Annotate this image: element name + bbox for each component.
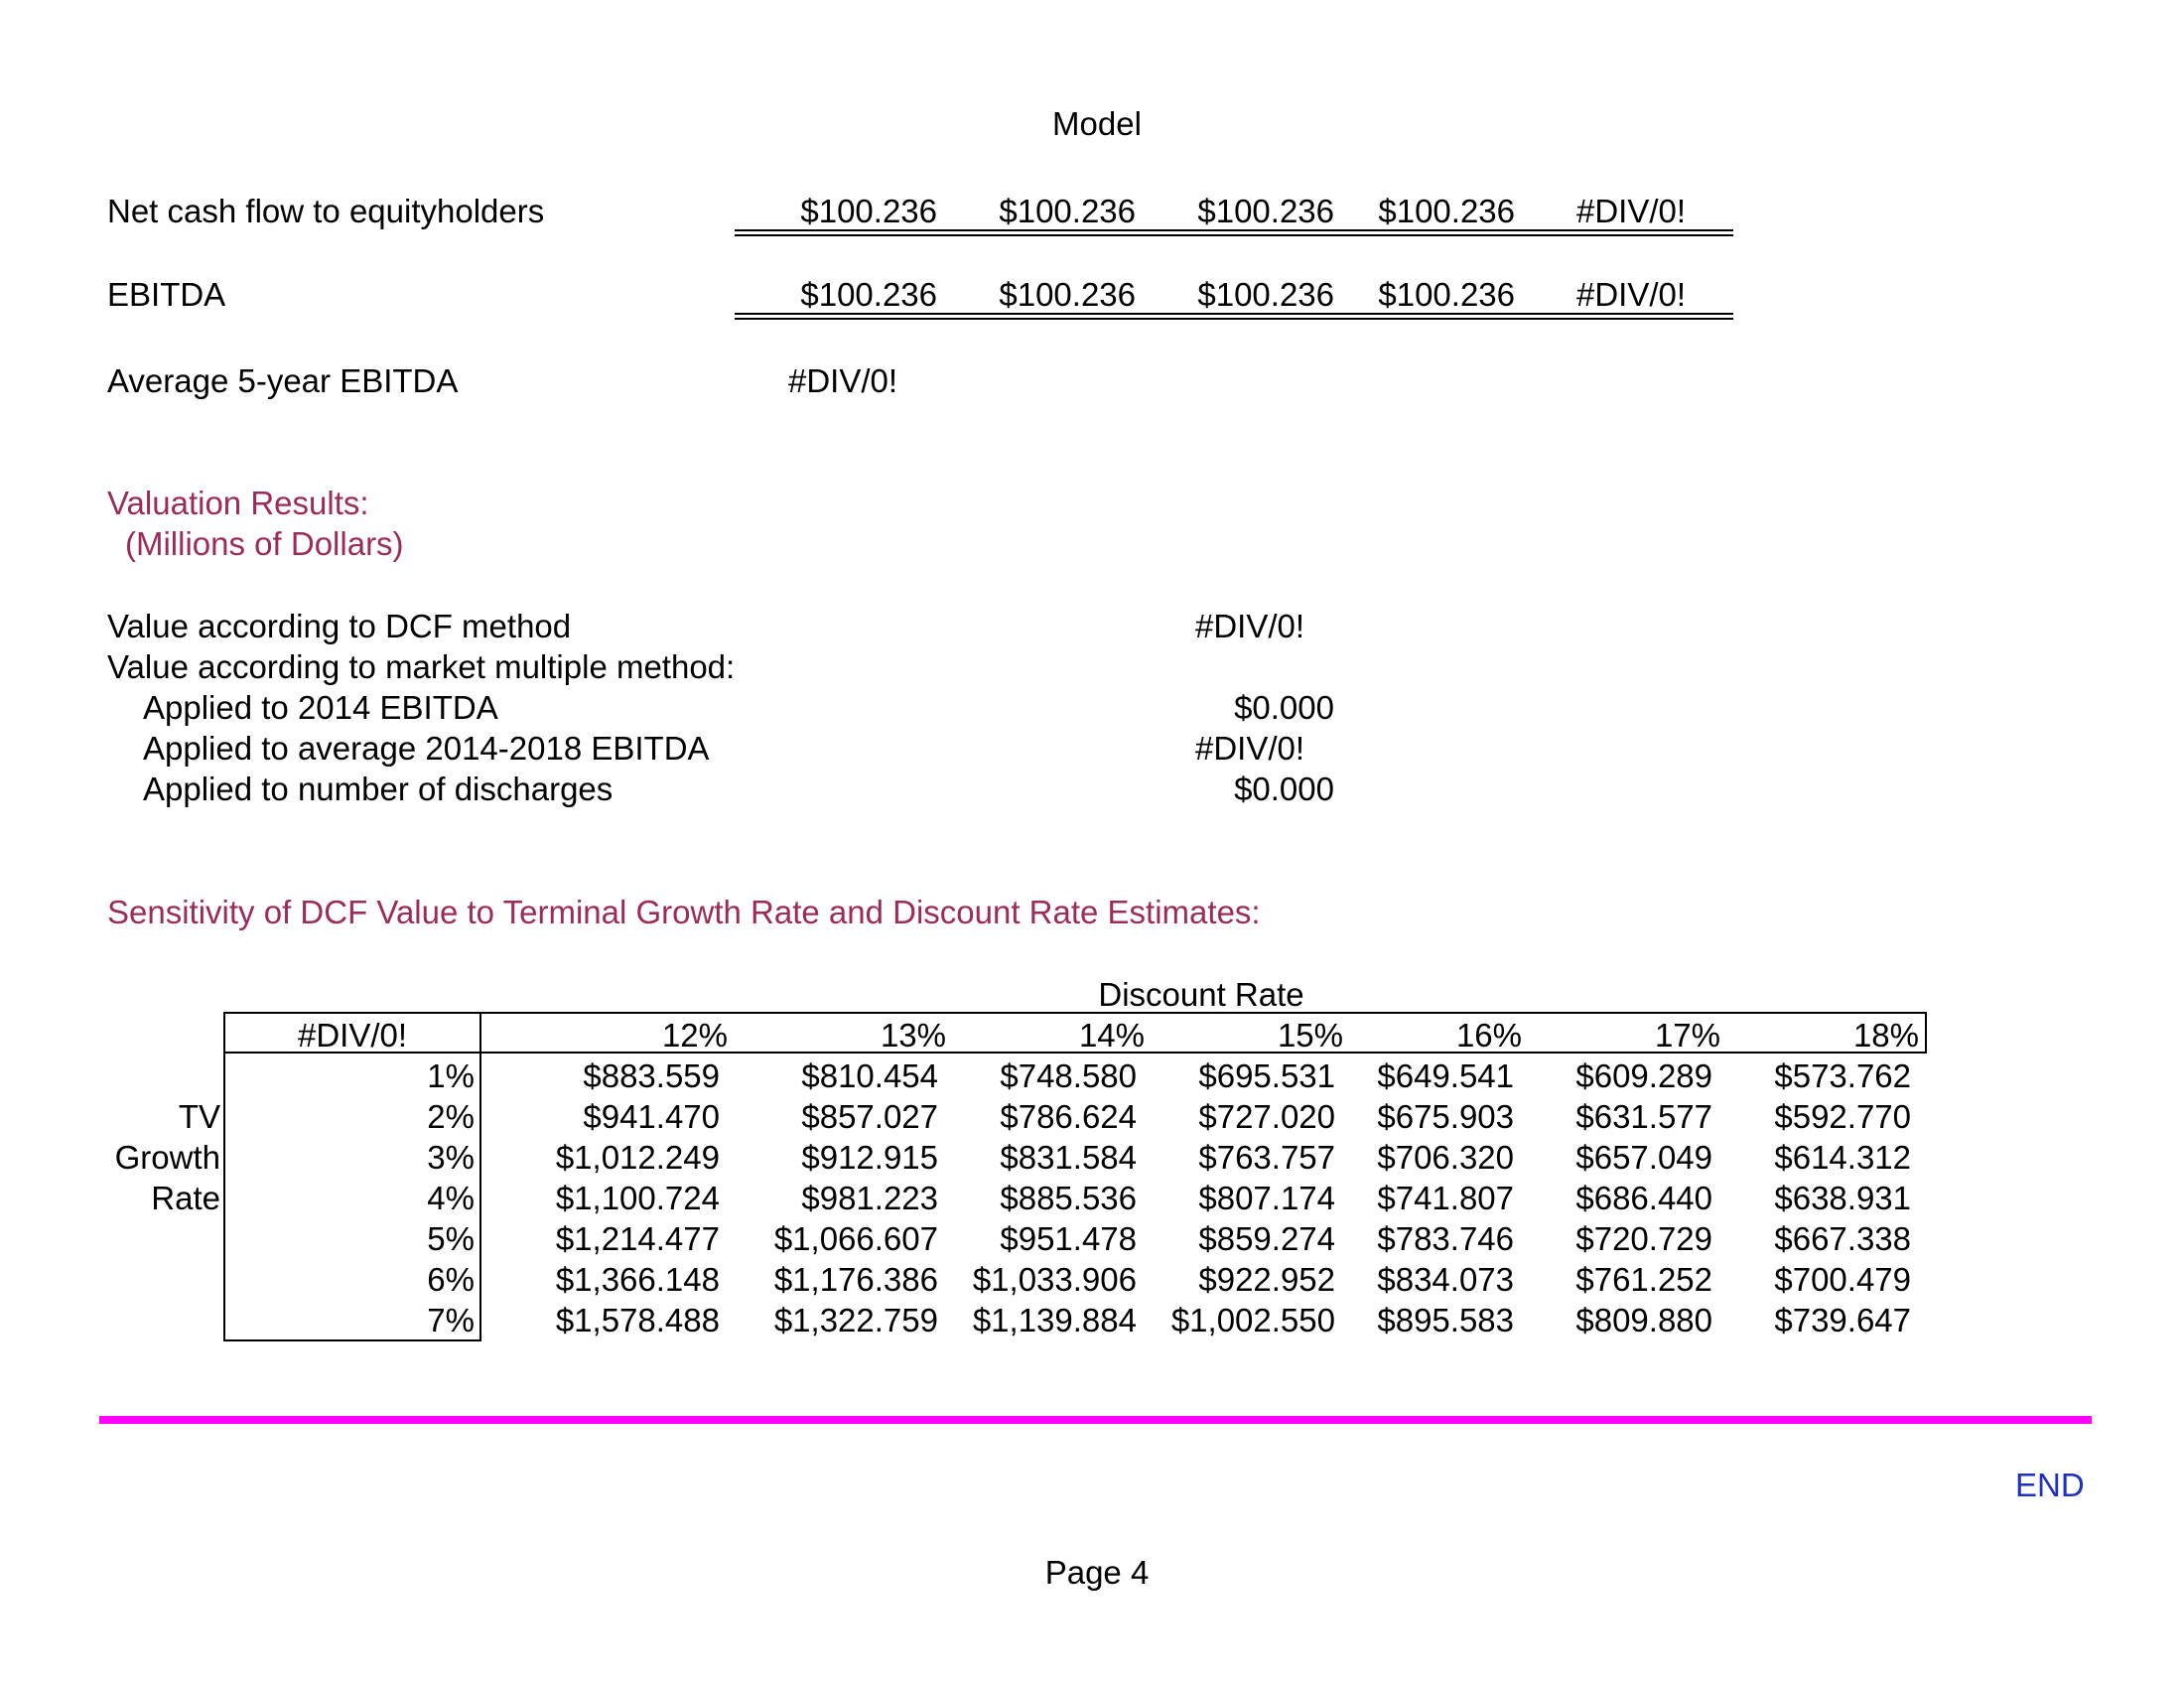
ebitda-value-2: $100.236	[999, 276, 1136, 313]
sensitivity-value-cell: $686.440	[1575, 1180, 1712, 1216]
sensitivity-value-cell: $614.312	[1774, 1139, 1911, 1176]
sensitivity-value-cell: $592.770	[1774, 1098, 1911, 1135]
ebitda-value-1: $100.236	[800, 276, 937, 313]
applied-average-value: #DIV/0!	[1195, 730, 1305, 767]
growth-rate-cell: 1%	[427, 1057, 475, 1094]
sensitivity-value-cell: $981.223	[801, 1180, 938, 1216]
sensitivity-value-cell: $1,002.550	[1170, 1302, 1335, 1338]
sensitivity-value-cell: $667.338	[1774, 1220, 1911, 1257]
sensitivity-value-cell: $951.478	[1000, 1220, 1137, 1257]
sensitivity-value-cell: $657.049	[1575, 1139, 1712, 1176]
sensitivity-value-cell: $675.903	[1377, 1098, 1514, 1135]
sensitivity-value-cell: $807.174	[1198, 1180, 1335, 1216]
ncf-double-underline	[735, 229, 1733, 236]
sensitivity-value-cell: $741.807	[1377, 1180, 1514, 1216]
sensitivity-value-cell: $810.454	[801, 1057, 938, 1094]
sensitivity-value-cell: $1,139.884	[972, 1302, 1137, 1338]
dcf-label: Value according to DCF method	[107, 608, 572, 644]
ebitda-value-4: $100.236	[1378, 276, 1515, 313]
market-multiple-label: Value according to market multiple method:	[107, 648, 736, 685]
tv-growth-rate-label: TV	[178, 1098, 220, 1135]
ebitda-value-5: #DIV/0!	[1576, 276, 1687, 313]
sensitivity-value-cell: $786.624	[1000, 1098, 1137, 1135]
sensitivity-value-cell: $1,176.386	[773, 1261, 938, 1298]
sensitivity-value-cell: $1,012.249	[555, 1139, 720, 1176]
growth-rate-cell: 2%	[427, 1098, 475, 1135]
sensitivity-value-cell: $895.583	[1377, 1302, 1514, 1338]
sensitivity-value-cell: $1,066.607	[773, 1220, 938, 1257]
sensitivity-value-cell: $638.931	[1774, 1180, 1911, 1216]
discount-rate-header: 13%	[880, 1017, 946, 1054]
sensitivity-value-cell: $573.762	[1774, 1057, 1911, 1094]
ncf-value-4: $100.236	[1378, 193, 1515, 229]
growth-rate-cell: 7%	[427, 1302, 475, 1338]
sensitivity-value-cell: $885.536	[1000, 1180, 1137, 1216]
sensitivity-value-cell: $912.915	[801, 1139, 938, 1176]
sensitivity-value-cell: $1,322.759	[773, 1302, 938, 1338]
average-ebitda-label: Average 5-year EBITDA	[107, 362, 459, 399]
growth-rate-cell: 6%	[427, 1261, 475, 1298]
sensitivity-value-cell: $922.952	[1198, 1261, 1335, 1298]
sensitivity-value-cell: $700.479	[1774, 1261, 1911, 1298]
sensitivity-value-cell: $783.746	[1377, 1220, 1514, 1257]
sensitivity-value-cell: $706.320	[1377, 1139, 1514, 1176]
sensitivity-value-cell: $834.073	[1377, 1261, 1514, 1298]
tv-growth-rate-label: Growth	[114, 1139, 220, 1176]
sensitivity-value-cell: $609.289	[1575, 1057, 1712, 1094]
applied-average-label: Applied to average 2014-2018 EBITDA	[143, 730, 710, 767]
applied-discharges-label: Applied to number of discharges	[143, 771, 614, 807]
average-ebitda-value: #DIV/0!	[788, 362, 898, 399]
sensitivity-value-cell: $748.580	[1000, 1057, 1137, 1094]
discount-rate-header: 16%	[1455, 1017, 1522, 1054]
discount-rate-header: 12%	[661, 1017, 728, 1054]
sensitivity-value-cell: $1,100.724	[555, 1180, 720, 1216]
sensitivity-value-cell: $761.252	[1575, 1261, 1712, 1298]
discount-rate-header: 14%	[1078, 1017, 1145, 1054]
applied-2014-label: Applied to 2014 EBITDA	[143, 689, 498, 726]
sensitivity-value-cell: $631.577	[1575, 1098, 1712, 1135]
growth-rate-cell: 5%	[427, 1220, 475, 1257]
sensitivity-value-cell: $649.541	[1377, 1057, 1514, 1094]
end-link[interactable]: END	[2015, 1467, 2085, 1503]
sensitivity-value-cell: $720.729	[1575, 1220, 1712, 1257]
sensitivity-value-cell: $763.757	[1198, 1139, 1335, 1176]
sensitivity-value-cell: $859.274	[1198, 1220, 1335, 1257]
applied-2014-value: $0.000	[1234, 689, 1334, 726]
net-cash-flow-label: Net cash flow to equityholders	[107, 193, 545, 229]
sensitivity-value-cell: $809.880	[1575, 1302, 1712, 1338]
discount-rate-header: 15%	[1277, 1017, 1343, 1054]
sensitivity-value-cell: $883.559	[583, 1057, 720, 1094]
discount-rate-header: 18%	[1852, 1017, 1919, 1054]
page-number: Page 4	[1044, 1554, 1150, 1591]
valuation-subheading: (Millions of Dollars)	[125, 525, 404, 562]
sensitivity-value-cell: $695.531	[1198, 1057, 1335, 1094]
section-divider	[99, 1416, 2092, 1424]
discount-rate-title: Discount Rate	[1098, 976, 1304, 1013]
tv-growth-rate-label: Rate	[151, 1180, 220, 1216]
sensitivity-value-cell: $1,578.488	[555, 1302, 720, 1338]
sensitivity-value-cell: $1,214.477	[555, 1220, 720, 1257]
dcf-value: #DIV/0!	[1195, 608, 1305, 644]
sensitivity-value-cell: $941.470	[583, 1098, 720, 1135]
ebitda-double-underline	[735, 313, 1733, 320]
discount-rate-header: 17%	[1654, 1017, 1720, 1054]
ncf-value-2: $100.236	[999, 193, 1136, 229]
valuation-heading: Valuation Results:	[107, 485, 369, 521]
ebitda-value-3: $100.236	[1197, 276, 1334, 313]
ncf-value-1: $100.236	[800, 193, 937, 229]
applied-discharges-value: $0.000	[1234, 771, 1334, 807]
ncf-value-3: $100.236	[1197, 193, 1334, 229]
ebitda-label: EBITDA	[107, 276, 226, 313]
sensitivity-value-cell: $727.020	[1198, 1098, 1335, 1135]
growth-rate-cell: 3%	[427, 1139, 475, 1176]
growth-rate-cell: 4%	[427, 1180, 475, 1216]
table-corner-cell: #DIV/0!	[298, 1017, 408, 1054]
sensitivity-value-cell: $739.647	[1774, 1302, 1911, 1338]
sensitivity-value-cell: $857.027	[801, 1098, 938, 1135]
ncf-value-5: #DIV/0!	[1576, 193, 1687, 229]
sensitivity-value-cell: $831.584	[1000, 1139, 1137, 1176]
sensitivity-value-cell: $1,366.148	[555, 1261, 720, 1298]
sensitivity-heading: Sensitivity of DCF Value to Terminal Growth Rate and Discount Rate Estimates:	[107, 894, 1261, 930]
page-title: Model	[1052, 105, 1142, 142]
sensitivity-value-cell: $1,033.906	[972, 1261, 1137, 1298]
